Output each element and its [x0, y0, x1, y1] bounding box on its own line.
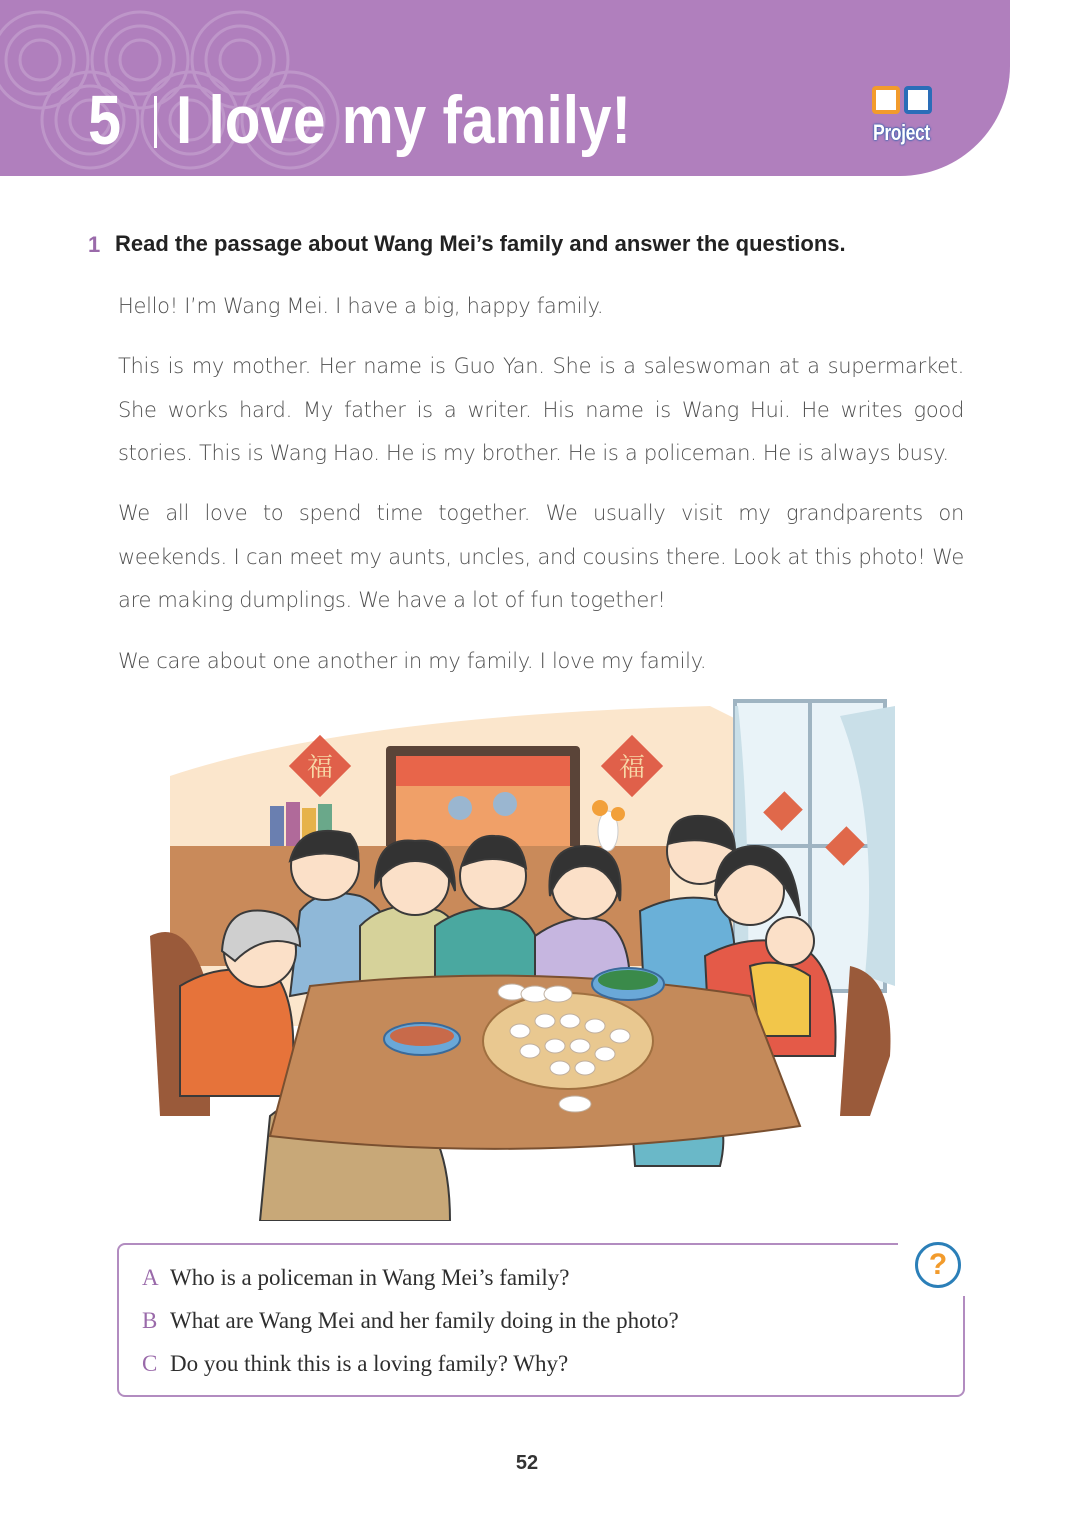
question-mark-icon: ? [915, 1242, 961, 1288]
question-text: Who is a policeman in Wang Mei’s family? [170, 1265, 570, 1290]
svg-text:福: 福 [618, 753, 646, 783]
question-letter: C [142, 1351, 158, 1376]
passage-paragraph: We all love to spend time together. We usually visit my grandparents on weekends. I can meet my aunts, uncles, and cousins there. Look at this photo! We are making dumplings. We have a lot of fun together! [118, 501, 964, 612]
project-badge [866, 84, 936, 156]
project-label: Project [873, 120, 930, 145]
exercise-number: 1 [88, 232, 101, 257]
question-text: Do you think this is a loving family? Why? [170, 1351, 569, 1376]
svg-text:福: 福 [306, 753, 334, 783]
unit-title: I love my family! [176, 82, 632, 158]
title-divider [154, 96, 157, 148]
exercise-instruction: Read the passage about Wang Mei’s family and answer the questions. [115, 231, 846, 256]
question-text: What are Wang Mei and her family doing in the photo? [170, 1308, 679, 1333]
passage-paragraph: This is my mother. Her name is Guo Yan. She is a saleswoman at a supermarket. She works hard. My father is a writer. His name is Wang Hui. He writes good stories. This is Wang Hao. He is my brother. He is a policeman. He is always busy. [118, 354, 964, 465]
badge-square-icon [904, 86, 932, 114]
unit-number: 5 [88, 81, 122, 159]
passage-paragraph: Hello! I’m Wang Mei. I have a big, happy family. [118, 294, 604, 318]
family-dumplings-illustration [150, 696, 895, 1221]
question-item [142, 1265, 570, 1291]
question-item [142, 1308, 679, 1334]
question-letter: B [142, 1308, 158, 1333]
unit-header-band [0, 0, 1010, 176]
passage-paragraph: We care about one another in my family. I love my family. [118, 649, 707, 673]
page-number: 52 [515, 1452, 539, 1474]
question-item [142, 1351, 568, 1377]
badge-square-icon [872, 86, 900, 114]
question-letter: A [142, 1265, 159, 1290]
